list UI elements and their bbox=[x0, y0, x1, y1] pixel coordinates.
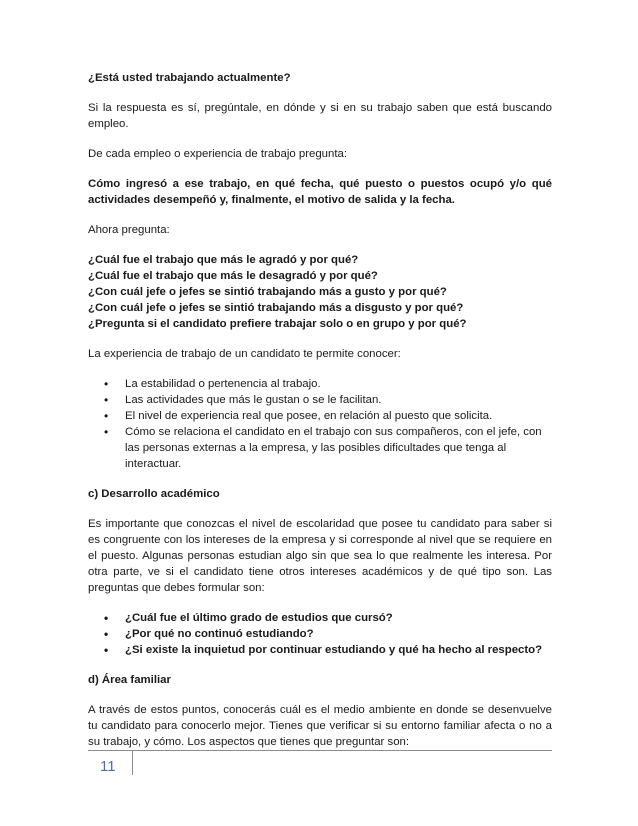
list-item: • Las actividades que más le gustan o se le facilitan. bbox=[104, 393, 382, 407]
bullet-icon: • bbox=[104, 611, 109, 625]
list-item: • El nivel de experiencia real que posee, en relación al puesto que solicita. bbox=[104, 409, 493, 423]
page-body bbox=[88, 70, 552, 764]
question-item: ¿Cuál fue el trabajo que más le desagradó y por qué? bbox=[88, 270, 378, 282]
footer-rule bbox=[88, 750, 552, 751]
bullet-icon: • bbox=[104, 377, 109, 391]
paragraph-academic: Es importante que conozcas el nivel de escolaridad que posee tu candidato para saber si es congruente con los intereses de la empresa y si corresponde al nivel que se requiere en el puesto. Algunas personas estudian algo sin que sea lo que realmente les interesa. Por otra parte, ve si el candidato tiene otros intereses académicos y de qué tipo son. Las preguntas que debes formular son: bbox=[88, 518, 552, 594]
bullet-icon: • bbox=[104, 425, 109, 439]
question-item: ¿Pregunta si el candidato prefiere trabajar solo o en grupo y por qué? bbox=[88, 318, 467, 330]
list-item: • ¿Si existe la inquietud por continuar estudiando y qué ha hecho al respecto? bbox=[104, 643, 543, 657]
question-list bbox=[88, 252, 552, 332]
bullet-icon: • bbox=[104, 627, 109, 641]
page-number: 11 bbox=[100, 758, 116, 775]
question-item: ¿Cuál fue el trabajo que más le agradó y por qué? bbox=[88, 254, 359, 266]
bullet-icon: • bbox=[104, 393, 109, 407]
paragraph-how-joined: Cómo ingresó a ese trabajo, en qué fecha, qué puesto o puestos ocupó y/o qué actividades desempeñó y, finalmente, el motivo de salida y la fecha. bbox=[88, 178, 552, 206]
paragraph-now-ask: Ahora pregunta: bbox=[88, 224, 170, 236]
heading-academic: c) Desarrollo académico bbox=[88, 488, 220, 500]
paragraph-if-yes: Si la respuesta es sí, pregúntale, en dónde y si en su trabajo saben que está buscando empleo. bbox=[88, 102, 552, 130]
list-item: • Cómo se relaciona el candidato en el trabajo con sus compañeros, con el jefe, con las personas externas a la empresa, y las posibles dificultades que tenga al interactuar. bbox=[104, 425, 542, 470]
academic-bullet-list bbox=[88, 610, 552, 658]
question-current-job: ¿Está usted trabajando actualmente? bbox=[88, 72, 291, 84]
question-item: ¿Con cuál jefe o jefes se sintió trabajando más a gusto y por qué? bbox=[88, 286, 447, 298]
list-item: • La estabilidad o pertenencia al trabajo. bbox=[104, 377, 321, 391]
list-item: • ¿Cuál fue el último grado de estudios que cursó? bbox=[104, 611, 393, 625]
bullet-icon: • bbox=[104, 409, 109, 423]
question-item: ¿Con cuál jefe o jefes se sintió trabajando más a disgusto y por qué? bbox=[88, 302, 464, 314]
paragraph-each-job: De cada empleo o experiencia de trabajo pregunta: bbox=[88, 148, 347, 160]
experience-bullet-list bbox=[88, 376, 552, 472]
footer-separator bbox=[132, 751, 133, 775]
bullet-icon: • bbox=[104, 643, 109, 657]
list-item: • ¿Por qué no continuó estudiando? bbox=[104, 627, 314, 641]
paragraph-experience-lets-know: La experiencia de trabajo de un candidato te permite conocer: bbox=[88, 348, 401, 360]
heading-family: d) Área familiar bbox=[88, 674, 171, 686]
paragraph-family: A través de estos puntos, conocerás cuál es el medio ambiente en donde se desenvuelve tu candidato para conocerlo mejor. Tienes que verificar si su entorno familiar afecta o no a su trabajo, y cómo. Los aspectos que tienes que preguntar son: bbox=[88, 704, 552, 748]
